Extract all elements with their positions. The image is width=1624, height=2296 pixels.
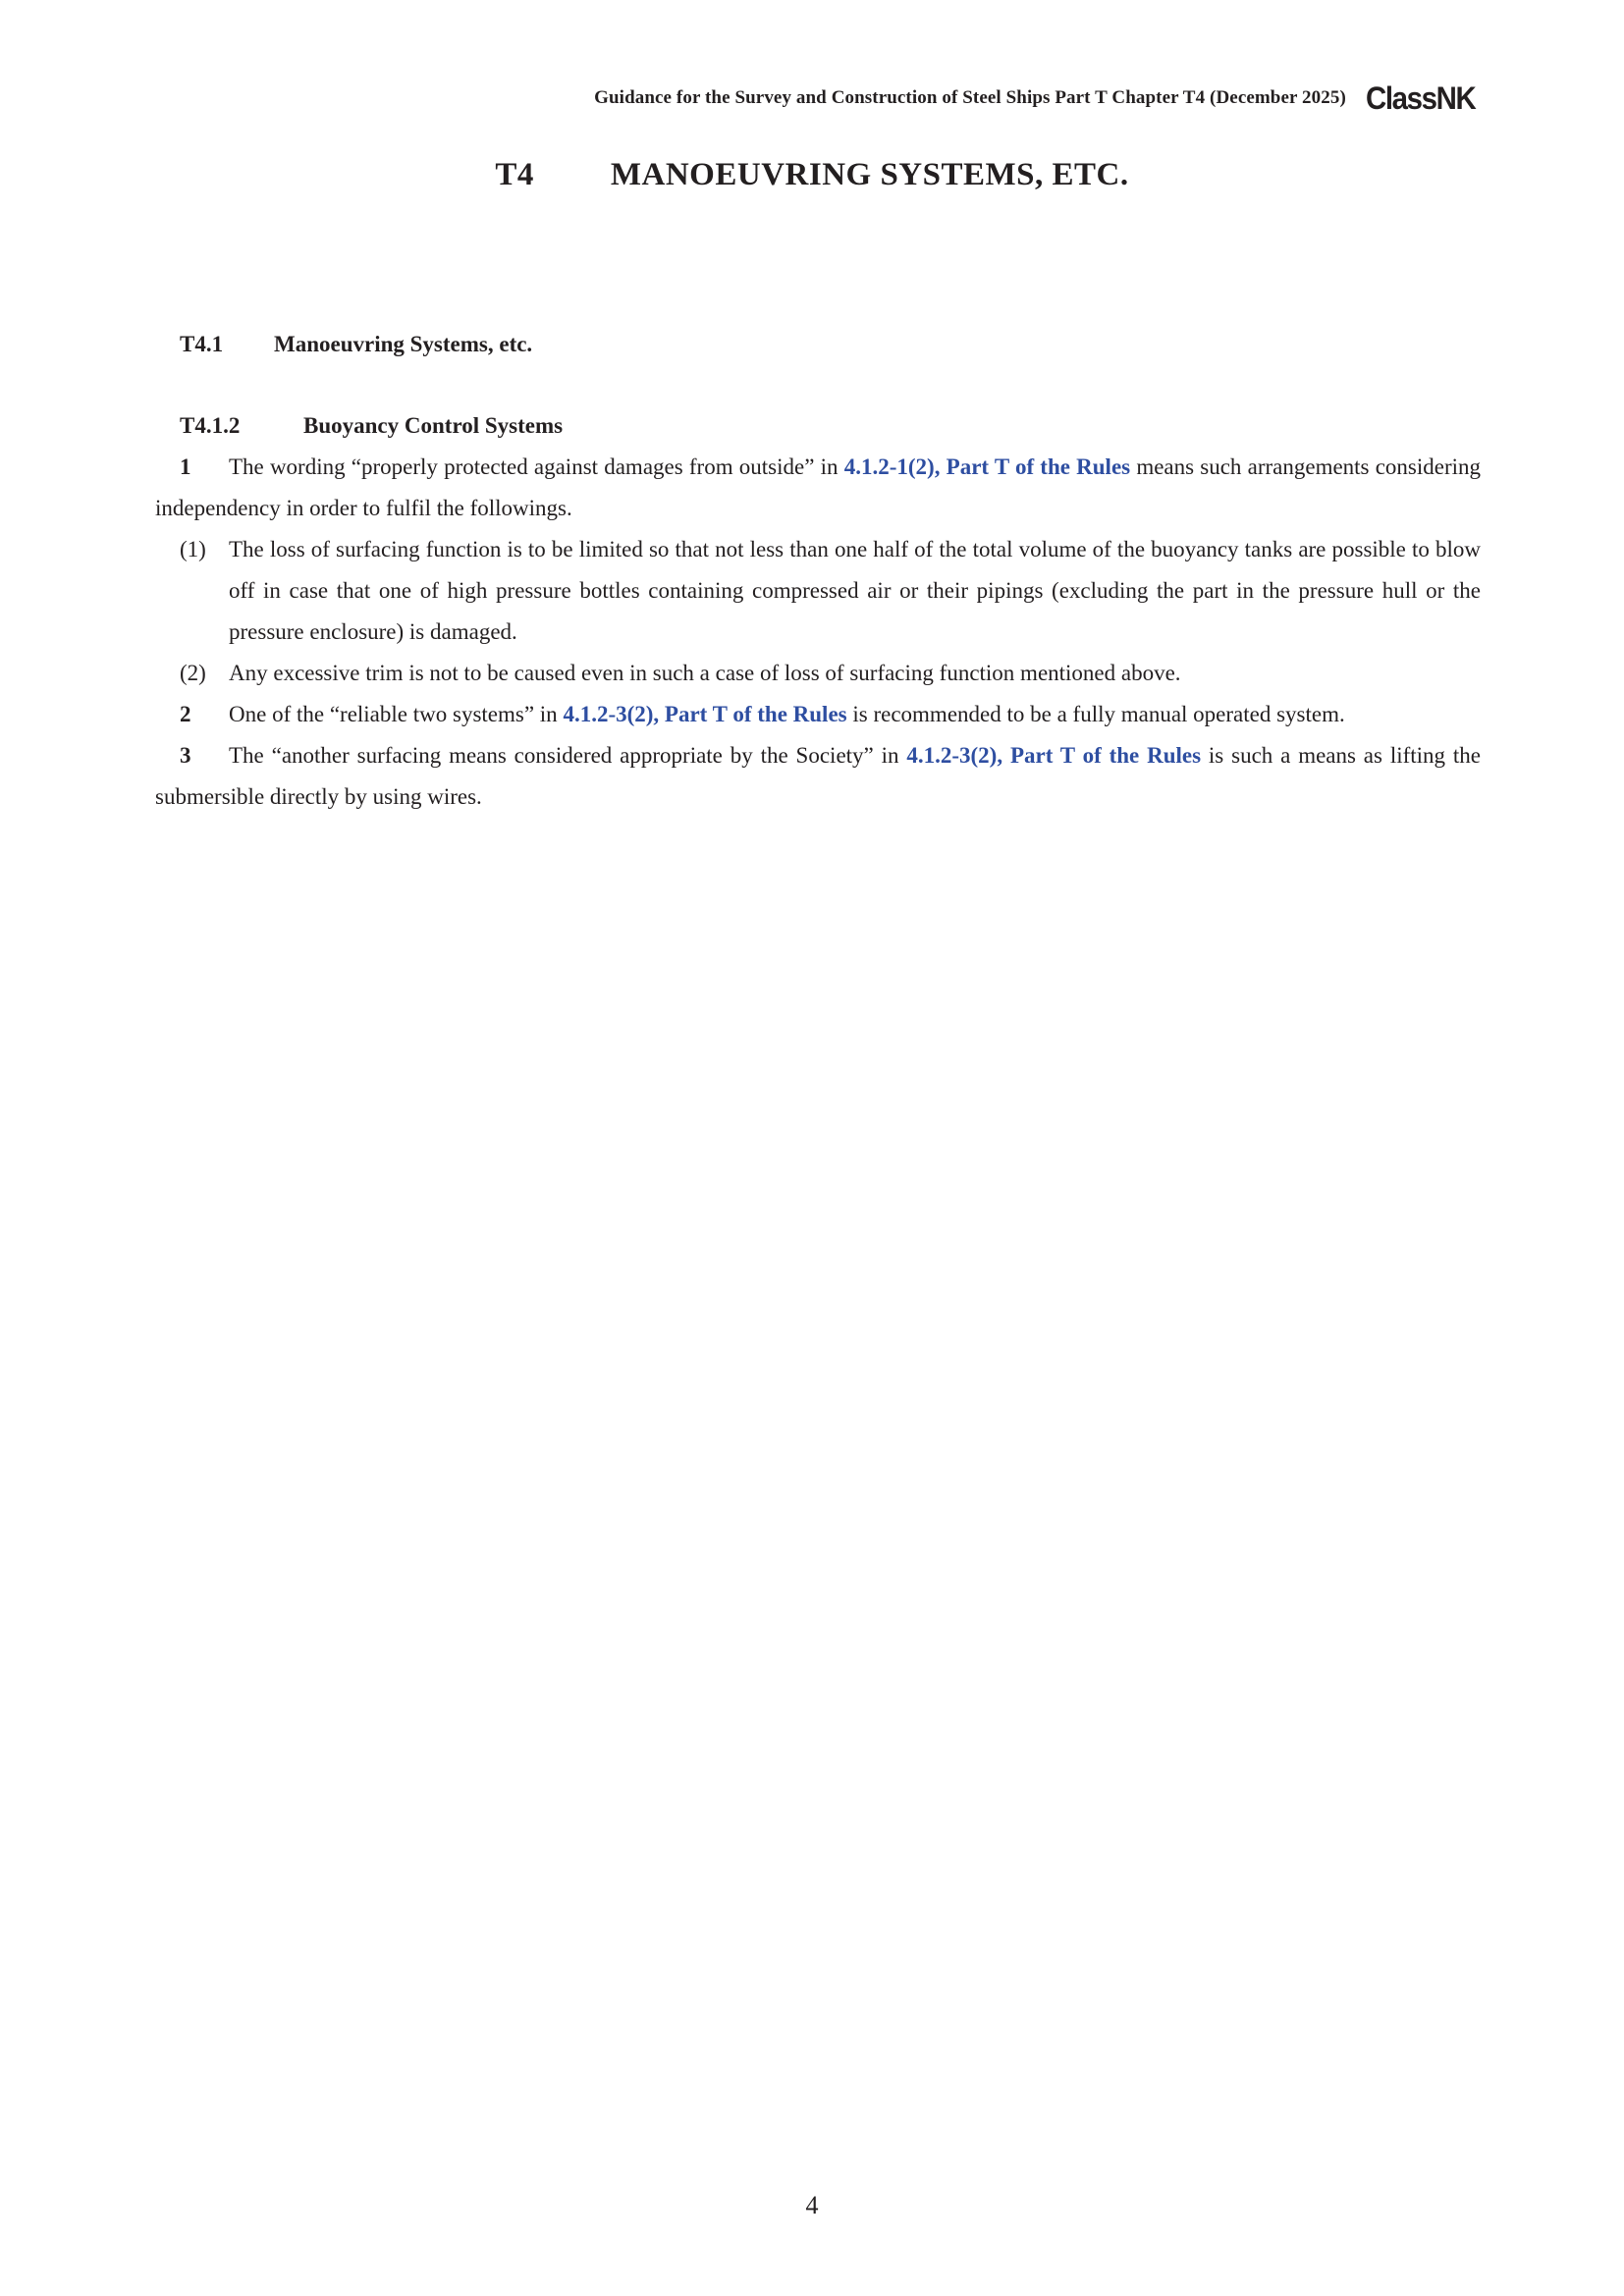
rules-reference-link[interactable]: 4.1.2-1(2), Part T of the Rules	[843, 454, 1131, 479]
paragraph-text: The wording “properly protected against damages from outside” in	[229, 454, 844, 479]
paragraph-3	[155, 735, 1481, 818]
paragraph-2	[155, 694, 1481, 735]
paragraph-text: is recommended to be a fully manual operated system.	[846, 702, 1345, 726]
section-title: Manoeuvring Systems, etc.	[274, 332, 533, 356]
rules-reference-link[interactable]: 4.1.2-3(2), Part T of the Rules	[563, 702, 847, 726]
chapter-number: T4	[495, 157, 534, 192]
running-header-title: Guidance for the Survey and Construction of Steel Ships Part T Chapter T4 (December 2025)	[594, 87, 1346, 108]
paragraph-text: The “another surfacing means considered appropriate by the Society” in	[229, 743, 907, 768]
section-heading	[155, 324, 1481, 365]
section-number: T4.1	[180, 332, 224, 356]
chapter-title-text: MANOEUVRING SYSTEMS, ETC.	[610, 157, 1129, 192]
paragraph-text: One of the “reliable two systems” in	[229, 702, 564, 726]
paragraph-number: 3	[180, 743, 191, 768]
sub-item-text: Any excessive trim is not to be caused even in such a case of loss of surfacing function mentioned above.	[229, 661, 1181, 685]
sub-item-1	[155, 529, 1481, 653]
subsection-title: Buoyancy Control Systems	[303, 413, 564, 438]
rules-reference-link[interactable]: 4.1.2-3(2), Part T of the Rules	[906, 743, 1202, 768]
paragraph-text: means such arrangements considering independency in order to fulfil the followings.	[155, 454, 1482, 520]
page-number: 4	[805, 2191, 819, 2219]
classnk-logo: ClassNK	[1365, 80, 1476, 116]
document-body	[155, 324, 1481, 818]
subsection-heading	[155, 405, 1481, 447]
running-header	[594, 80, 1477, 116]
sub-item-number: (2)	[180, 661, 206, 685]
subsection-number: T4.1.2	[180, 413, 241, 438]
paragraph-number: 2	[180, 702, 191, 726]
sub-item-number: (1)	[180, 537, 206, 561]
paragraph-text: is such a means as lifting the submersible directly by using wires.	[155, 743, 1481, 809]
paragraph-1	[155, 447, 1481, 529]
sub-item-2	[155, 653, 1481, 694]
paragraph-number: 1	[180, 454, 191, 479]
chapter-title	[0, 157, 1624, 193]
sub-item-text: The loss of surfacing function is to be limited so that not less than one half of the total volume of the buoyancy tanks are possible to blow off in case that one of high pressure bottles containing compressed air or their pipings (excluding the part in the pressure hull or the pressure enclosure) is damaged.	[229, 537, 1481, 644]
